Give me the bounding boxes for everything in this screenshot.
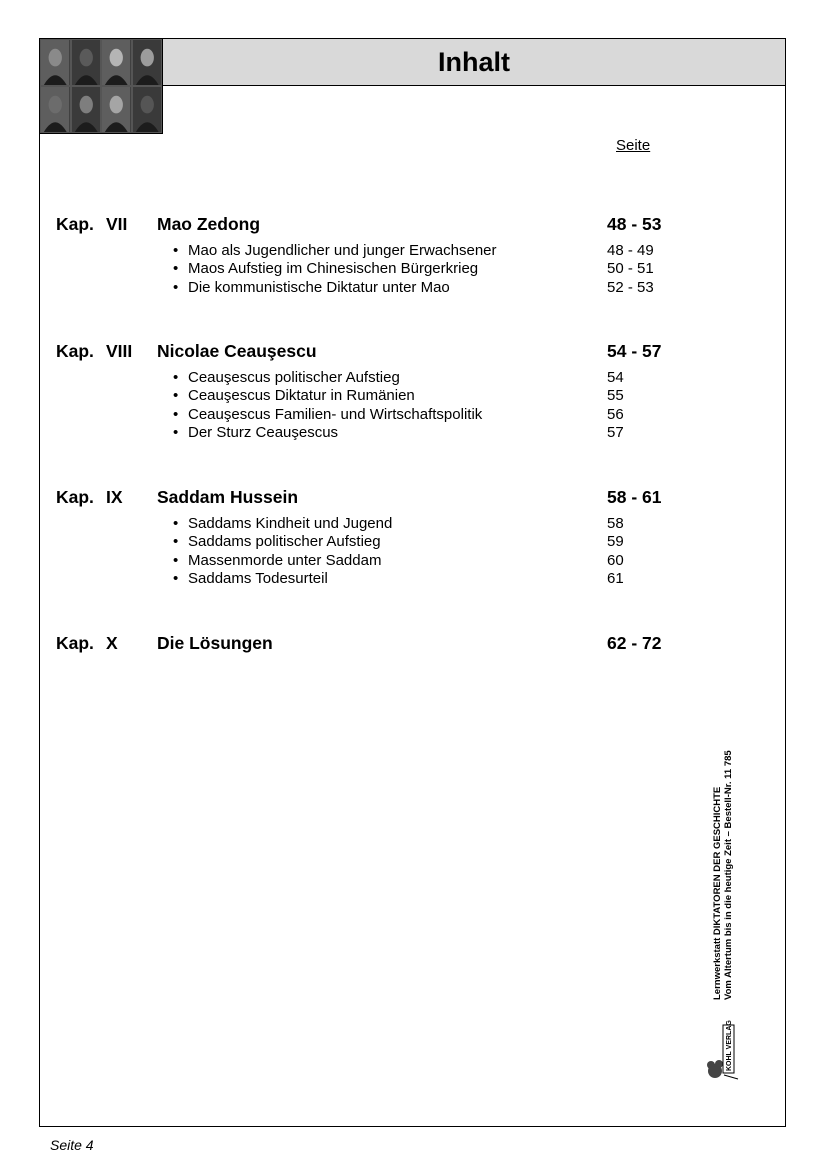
chapter-heading: [56, 633, 676, 657]
toc-item-page: 56: [607, 405, 624, 423]
chapter-section: [56, 633, 676, 657]
chapter-kap-label: Kap.: [56, 214, 94, 234]
toc-item: [56, 260, 676, 278]
toc-item-label: Ceauşescus politischer Aufstieg: [188, 369, 400, 386]
bullet-icon: •: [173, 423, 179, 441]
chapter-kap-label: Kap.: [56, 487, 94, 507]
toc-item: [56, 369, 676, 387]
toc-item-page: 57: [607, 423, 624, 441]
chapter-heading: [56, 214, 676, 238]
bullet-icon: •: [173, 551, 179, 569]
toc-item-page: 54: [607, 369, 624, 386]
chapter-number: VII: [106, 214, 128, 234]
portrait-5: [40, 86, 71, 133]
bullet-icon: •: [173, 569, 179, 587]
chapter-title: Die Lösungen: [157, 633, 273, 653]
chapter-title: Saddam Hussein: [157, 487, 299, 507]
chapter-heading: [56, 341, 676, 365]
page-title: Inhalt: [438, 46, 510, 77]
toc-item: [56, 515, 676, 533]
bullet-icon: •: [173, 278, 179, 296]
chapter-pages: 48 - 53: [607, 214, 662, 234]
chapter-number: IX: [106, 487, 123, 507]
publisher-logo: [704, 1005, 740, 1081]
toc-item: [56, 424, 676, 442]
bullet-icon: •: [173, 369, 179, 386]
bullet-icon: •: [173, 533, 179, 551]
toc-item-label: Mao als Jugendlicher und junger Erwachsener: [188, 242, 497, 259]
toc-item-label: Ceauşescus Diktatur in Rumänien: [188, 387, 415, 405]
bullet-icon: •: [173, 242, 179, 259]
bullet-icon: •: [173, 515, 179, 532]
series-line-1: Lernwerkstatt DIKTATOREN DER GESCHICHTE: [712, 786, 723, 1000]
chapter-title: Nicolae Ceauşescu: [157, 341, 317, 361]
toc-item-label: Saddams Todesurteil: [188, 569, 328, 587]
toc-item: [56, 552, 676, 570]
bullet-icon: •: [173, 405, 179, 423]
chapter-items: [56, 242, 676, 297]
page-number-footer: Seite 4: [50, 1137, 94, 1153]
chapter-pages: 54 - 57: [607, 341, 662, 361]
toc-item-page: 50 - 51: [607, 260, 654, 278]
toc-item-label: Ceauşescus Familien- und Wirtschaftspolitik: [188, 405, 483, 423]
chapter-pages: 62 - 72: [607, 633, 662, 653]
series-info: [712, 750, 734, 1000]
toc-item-label: Saddams Kindheit und Jugend: [188, 515, 393, 532]
chapter-items: [56, 369, 676, 442]
portrait-collage: [40, 39, 163, 134]
toc-item-label: Der Sturz Ceauşescus: [188, 423, 339, 441]
bullet-icon: •: [173, 260, 179, 278]
chapter-number: X: [106, 633, 118, 653]
toc-item-page: 60: [607, 551, 624, 569]
chapter-number: VIII: [106, 341, 133, 361]
page-column-header: Seite: [616, 137, 651, 154]
toc-item-label: Saddams politischer Aufstieg: [188, 533, 381, 551]
chapter-section: [56, 341, 676, 442]
toc-item-page: 58: [607, 515, 624, 532]
portrait-8: [132, 86, 163, 133]
toc-item: [56, 242, 676, 260]
portrait-7: [101, 86, 132, 133]
toc-item-label: Die kommunistische Diktatur unter Mao: [188, 278, 450, 296]
chapter-pages: 58 - 61: [607, 487, 662, 507]
toc-item-page: 48 - 49: [607, 242, 654, 259]
series-line-2: Vom Altertum bis in die heutige Zeit – Bestell-Nr. 11 785: [723, 750, 734, 1000]
toc-item: [56, 570, 676, 588]
chapter-heading: [56, 487, 676, 511]
toc-item-page: 61: [607, 569, 624, 587]
toc-item-label: Maos Aufstieg im Chinesischen Bürgerkrieg: [188, 260, 479, 278]
toc-item: [56, 387, 676, 405]
chapter-items: [56, 515, 676, 588]
publisher-logo-text: KOHL VERLAG: [726, 1020, 733, 1071]
chapter-title: Mao Zedong: [157, 214, 261, 234]
bullet-icon: •: [173, 387, 179, 405]
portrait-2: [71, 39, 102, 86]
portrait-4: [132, 39, 163, 86]
title-bar: [163, 39, 785, 86]
portrait-1: [40, 39, 71, 86]
portrait-6: [71, 86, 102, 133]
toc-item-page: 52 - 53: [607, 278, 654, 296]
chapter-section: [56, 214, 676, 297]
toc-item-label: Massenmorde unter Saddam: [188, 551, 382, 569]
toc-item: [56, 406, 676, 424]
chapter-kap-label: Kap.: [56, 341, 94, 361]
chapter-kap-label: Kap.: [56, 633, 94, 653]
toc-item-page: 59: [607, 533, 624, 551]
toc-item-page: 55: [607, 387, 624, 405]
chapter-section: [56, 487, 676, 588]
portrait-3: [101, 39, 132, 86]
toc-item: [56, 533, 676, 551]
toc-item: [56, 279, 676, 297]
